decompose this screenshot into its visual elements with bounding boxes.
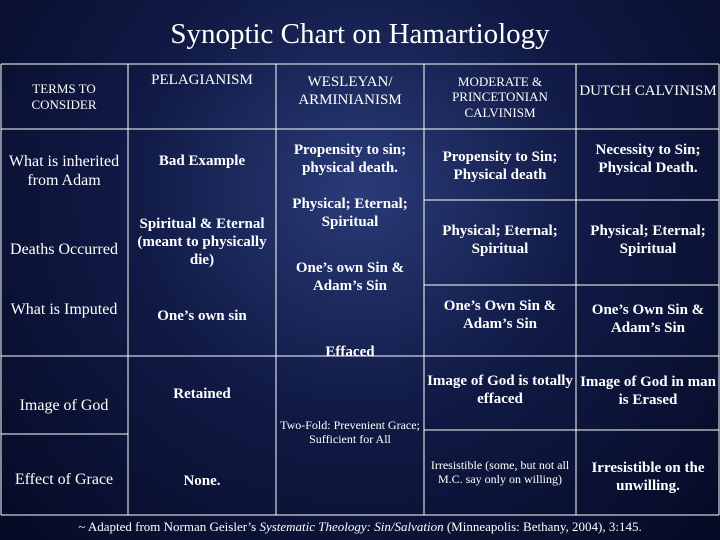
row-label-deaths: Deaths Occurred	[10, 241, 118, 259]
moderate-image: Image of God is totally effaced	[427, 373, 573, 407]
pelagianism-deaths: Spiritual & Eternal (meant to physically die)	[137, 216, 267, 268]
wesleyan-deaths: Physical; Eternal; Spiritual	[292, 196, 408, 230]
dutch-deaths: Physical; Eternal; Spiritual	[590, 223, 706, 257]
header-moderate: MODERATE & PRINCETONIAN CALVINISM	[452, 73, 548, 120]
wesleyan-grace: Two-Fold: Prevenient Grace; Sufficient for All	[280, 417, 420, 446]
wesleyan-inherited: Propensity to sin; physical death.	[293, 142, 407, 176]
pelagianism-imputed: One’s own sin	[157, 308, 247, 324]
wesleyan-image: Effaced	[325, 344, 375, 360]
moderate-grace: Irresistible (some, but not all M.C. say only on willing)	[430, 457, 570, 486]
row-label-inherited: What is inherited from Adam	[8, 152, 120, 189]
pelagianism-grace: None.	[183, 473, 221, 489]
dutch-inherited: Necessity to Sin; Physical Death.	[595, 142, 701, 176]
wesleyan-imputed: One’s own Sin & Adam’s Sin	[295, 260, 405, 294]
header-terms: TERMS TO CONSIDER	[31, 81, 97, 112]
citation-suffix: (Minneapolis: Bethany, 2004), 3:145.	[443, 519, 642, 534]
dutch-grace: Irresistible on the unwilling.	[591, 460, 705, 494]
citation-book: Systematic Theology: Sin/Salvation	[259, 519, 444, 534]
citation-prefix: ~ Adapted from Norman Geisler’s	[78, 519, 260, 534]
row-label-imputed: What is Imputed	[10, 301, 118, 319]
moderate-inherited: Propensity to Sin; Physical death	[442, 149, 558, 183]
dutch-imputed: One’s Own Sin & Adam’s Sin	[591, 302, 705, 336]
row-label-image: Image of God	[19, 397, 109, 415]
moderate-imputed: One’s Own Sin & Adam’s Sin	[443, 298, 557, 332]
citation	[0, 519, 720, 535]
moderate-deaths: Physical; Eternal; Spiritual	[442, 223, 558, 257]
pelagianism-inherited: Bad Example	[158, 153, 246, 169]
dutch-image: Image of God in man is Erased	[580, 374, 716, 408]
header-pelagianism: PELAGIANISM	[151, 72, 253, 88]
header-wesleyan: WESLEYAN/ ARMINIANISM	[298, 74, 402, 108]
row-label-grace: Effect of Grace	[14, 471, 114, 489]
page-title: Synoptic Chart on Hamartiology	[170, 18, 550, 50]
header-dutch: DUTCH CALVINISM	[579, 83, 717, 99]
pelagianism-image: Retained	[173, 386, 231, 402]
